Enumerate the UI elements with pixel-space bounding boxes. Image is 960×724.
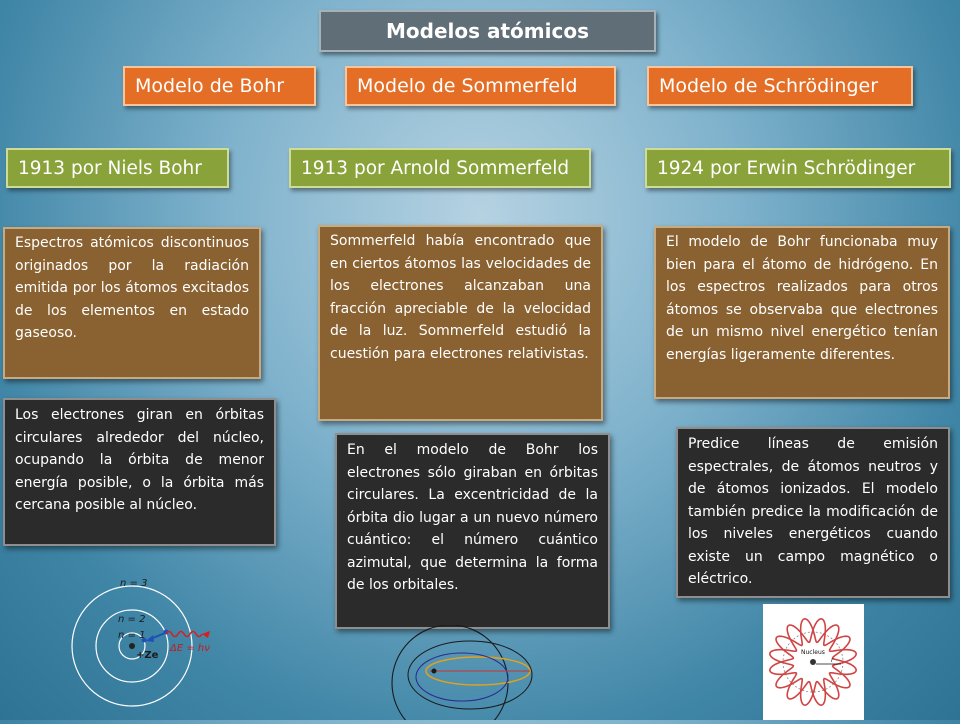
page-title: Modelos atómicos bbox=[319, 10, 656, 52]
bohr-date-box bbox=[6, 148, 229, 188]
sommerfeld-description-text: Sommerfeld había encontrado que en ciertos átomos las velocidades de los electrones alcanzaban una fracción apreciable de la velocidad de la luz. Sommerfeld estudió la cuestión para electrones relativistas. bbox=[330, 233, 591, 362]
schrodinger-wave-figure bbox=[763, 604, 864, 720]
schrodinger-model-box bbox=[647, 66, 913, 106]
bohr-model-label: Modelo de Bohr bbox=[135, 75, 285, 97]
nucleus-dot bbox=[129, 643, 135, 649]
sommerfeld-orbits-diagram bbox=[390, 625, 545, 720]
label-radius: r bbox=[831, 657, 834, 664]
sommerfeld-model-box bbox=[345, 66, 616, 106]
bohr-date-label: 1913 por Niels Bohr bbox=[18, 157, 202, 179]
transition-arrowhead bbox=[146, 635, 154, 642]
sommerfeld-detail-text: En el modelo de Bohr los electrones sólo giraban en órbitas circulares. La excentricidad de la órbita dio lugar a un nuevo número cuántico: el número cuántico azimutal, que determina la forma de los orbitales. bbox=[347, 442, 598, 593]
bohr-description-text: Espectros atómicos discontinuos originados por la radiación emitida por los átomos excitados de los elementos en estado gaseoso. bbox=[15, 235, 249, 341]
bohr-detail-text: Los electrones giran en órbitas circulares alrededor del núcleo, ocupando la órbita de menor energía posible, o la órbita más cercana posible al núcleo. bbox=[15, 407, 264, 513]
sommerfeld-detail-box bbox=[335, 433, 610, 629]
sommerfeld-date-box bbox=[289, 148, 591, 188]
nucleus-dot bbox=[432, 669, 437, 674]
label-nucleus: +Ze bbox=[136, 650, 159, 661]
sommerfeld-date-label: 1913 por Arnold Sommerfeld bbox=[301, 157, 570, 179]
orbit-circle bbox=[392, 625, 508, 720]
standing-wave-diagram bbox=[763, 604, 864, 720]
label-n1: n = 1 bbox=[118, 630, 146, 641]
bohr-model-box bbox=[123, 66, 316, 106]
bohr-atom-diagram bbox=[70, 570, 230, 720]
photon-wave bbox=[166, 632, 202, 637]
sommerfeld-description-box bbox=[318, 225, 603, 421]
schrodinger-date-box bbox=[645, 148, 951, 188]
schrodinger-date-label: 1924 por Erwin Schrödinger bbox=[657, 157, 916, 179]
bohr-detail-box bbox=[3, 398, 276, 546]
label-n2: n = 2 bbox=[118, 614, 146, 625]
schrodinger-detail-text: Predice líneas de emisión espectrales, de átomos neutros y de átomos ionizados. El modelo también predice la modificación de los niveles energéticos cuando existe un campo magnético o eléctrico. bbox=[688, 436, 938, 587]
label-n3: n = 3 bbox=[120, 578, 148, 589]
sommerfeld-model-label: Modelo de Sommerfeld bbox=[357, 75, 578, 97]
schrodinger-description-text: El modelo de Bohr funcionaba muy bien para el átomo de hidrógeno. En los espectros realizados para otros átomos se observaba que electrones de un mismo nivel energético tenían energías ligeramente diferentes. bbox=[666, 234, 938, 363]
schrodinger-detail-box bbox=[676, 427, 950, 598]
orbit-ellipse-large bbox=[408, 641, 532, 709]
nucleus-dot bbox=[810, 659, 816, 665]
label-energy: ΔE = hν bbox=[170, 643, 210, 654]
photon-arrowhead bbox=[202, 631, 210, 638]
schrodinger-model-label: Modelo de Schrödinger bbox=[659, 75, 879, 97]
schrodinger-description-box bbox=[654, 226, 950, 399]
label-nucleus: Nucleus bbox=[801, 649, 825, 656]
bohr-description-box bbox=[3, 227, 261, 379]
